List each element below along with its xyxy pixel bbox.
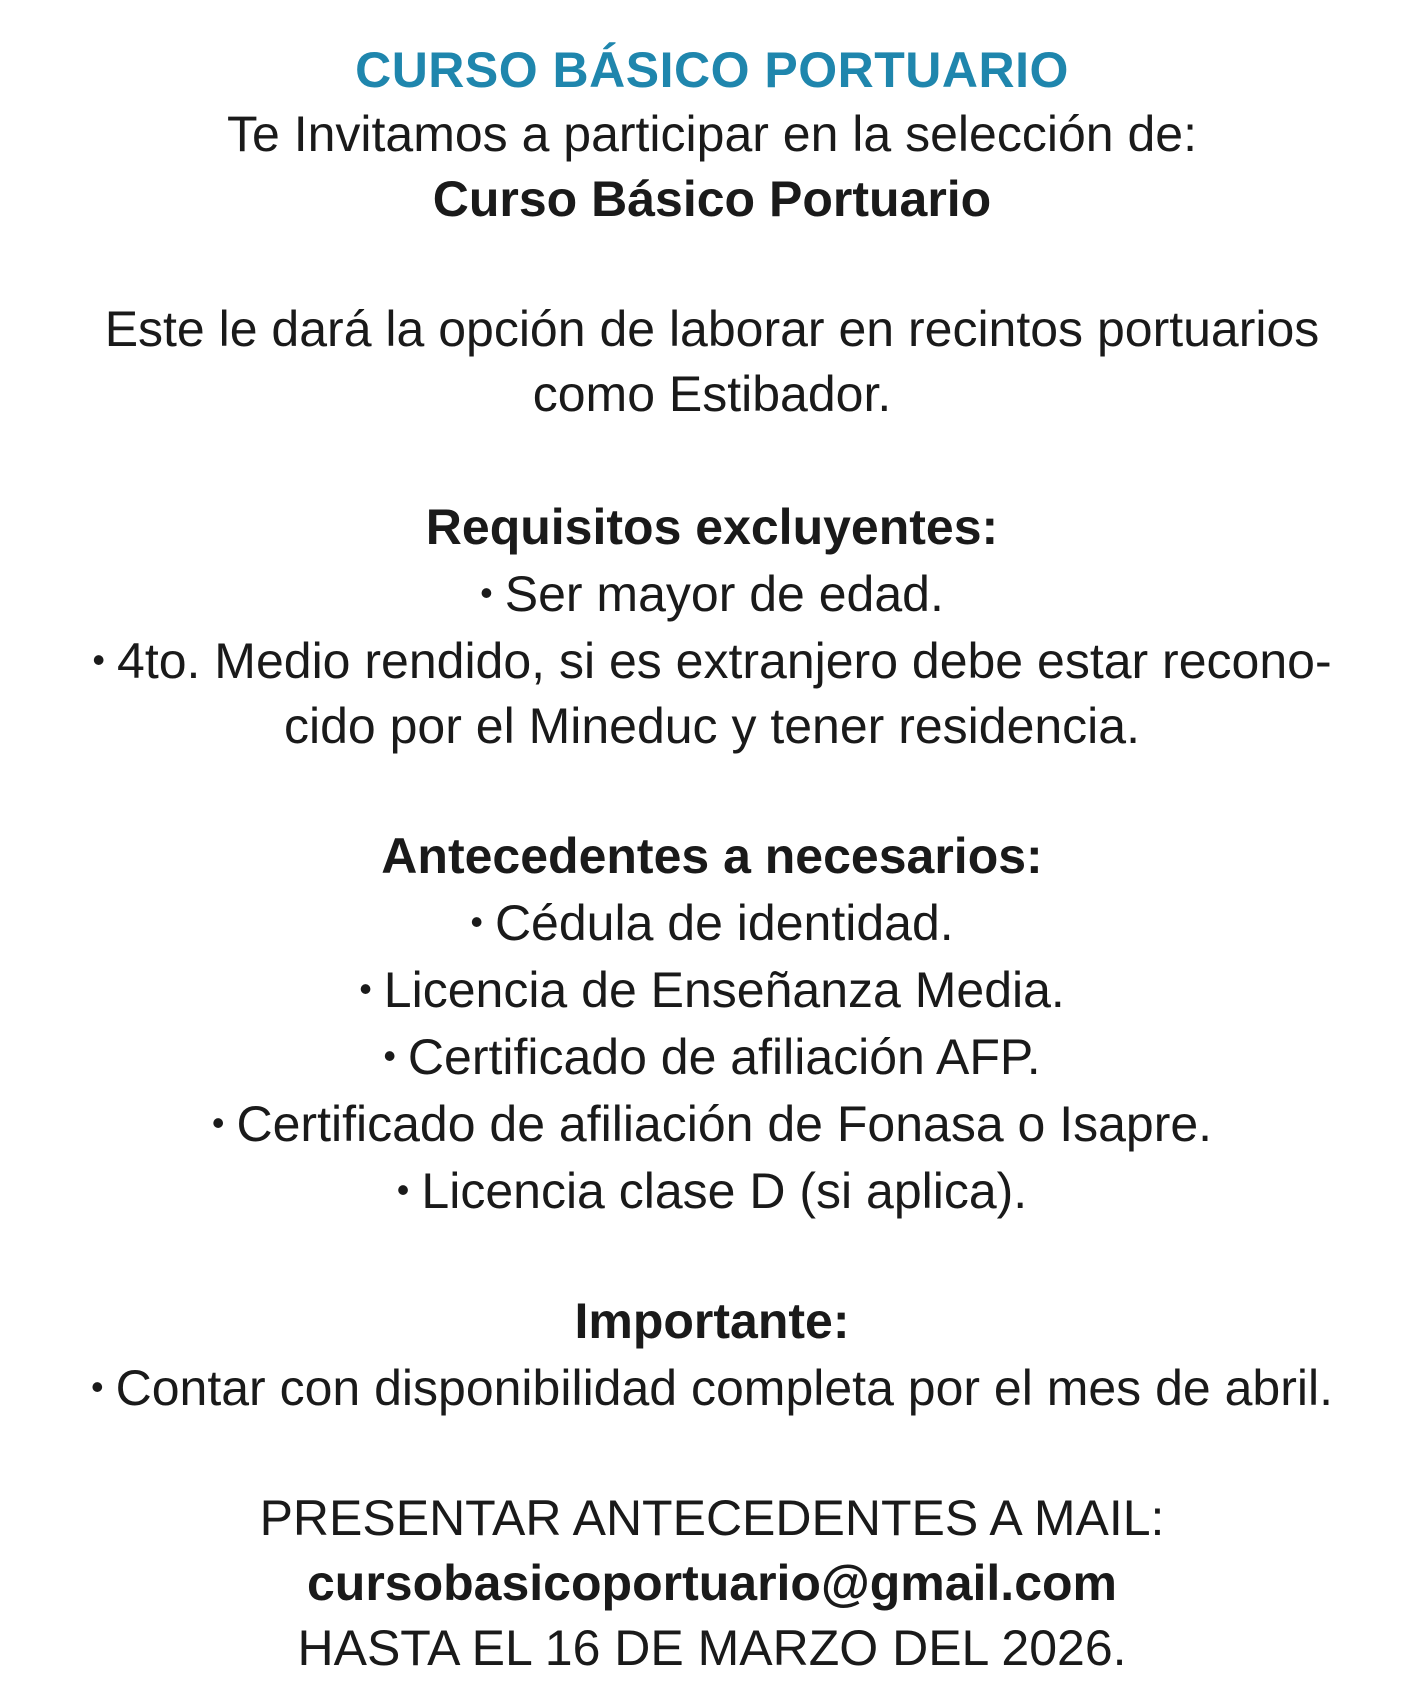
- description-line-1: Este le dará la opción de laborar en recintos portuarios: [104, 301, 1320, 357]
- requirement-item-text: 4to. Medio rendido, si es extranjero debe estar recono-: [117, 633, 1332, 689]
- requirement-item-continuation: cido por el Mineduc y tener residencia.: [283, 698, 1140, 754]
- document-item: [0, 956, 1424, 1023]
- document-item: [0, 1157, 1424, 1224]
- requirement-item: [0, 560, 1424, 627]
- submission-instruction: PRESENTAR ANTECEDENTES A MAIL:: [259, 1490, 1165, 1546]
- bullet-icon: •: [211, 1102, 225, 1143]
- requirement-item: [0, 627, 1424, 694]
- document-item-text: Licencia clase D (si aplica).: [421, 1163, 1028, 1219]
- submission-email-link[interactable]: cursobasicoportuario@gmail.com: [306, 1555, 1118, 1611]
- spacer: [0, 1421, 1424, 1486]
- important-item-text: Contar con disponibilidad completa por el mes de abril.: [115, 1360, 1333, 1416]
- invite-line: Te Invitamos a participar en la selección de:: [227, 106, 1197, 162]
- bullet-icon: •: [359, 968, 372, 1009]
- important-heading: Importante:: [574, 1293, 850, 1349]
- document-item: [0, 1090, 1424, 1157]
- bullet-icon: •: [396, 1169, 410, 1210]
- submission-deadline: HASTA EL 16 DE MARZO DEL 2026.: [297, 1620, 1127, 1676]
- spacer: [0, 232, 1424, 297]
- document-item-text: Cédula de identidad.: [494, 895, 954, 951]
- important-item: [0, 1354, 1424, 1421]
- document-item: [0, 889, 1424, 956]
- bullet-icon: •: [92, 639, 106, 680]
- document-item-text: Licencia de Enseñanza Media.: [383, 962, 1065, 1018]
- requirements-heading: Requisitos excluyentes:: [425, 499, 999, 555]
- spacer: [0, 427, 1424, 495]
- spacer: [0, 1224, 1424, 1289]
- bullet-icon: •: [480, 572, 493, 613]
- document-item-text: Certificado de afiliación de Fonasa o Isapre.: [236, 1096, 1213, 1152]
- description-line-2: como Estibador.: [532, 366, 892, 422]
- document-item: [0, 1023, 1424, 1090]
- bullet-icon: •: [383, 1035, 396, 1076]
- documents-heading: Antecedentes a necesarios:: [381, 828, 1043, 884]
- requirement-item-text: Ser mayor de edad.: [504, 566, 944, 622]
- bullet-icon: •: [470, 901, 483, 942]
- course-name: Curso Básico Portuario: [432, 171, 992, 227]
- flyer-title: CURSO BÁSICO PORTUARIO: [355, 42, 1069, 98]
- spacer: [0, 759, 1424, 824]
- document-item-text: Certificado de afiliación AFP.: [407, 1029, 1041, 1085]
- bullet-icon: •: [91, 1366, 104, 1407]
